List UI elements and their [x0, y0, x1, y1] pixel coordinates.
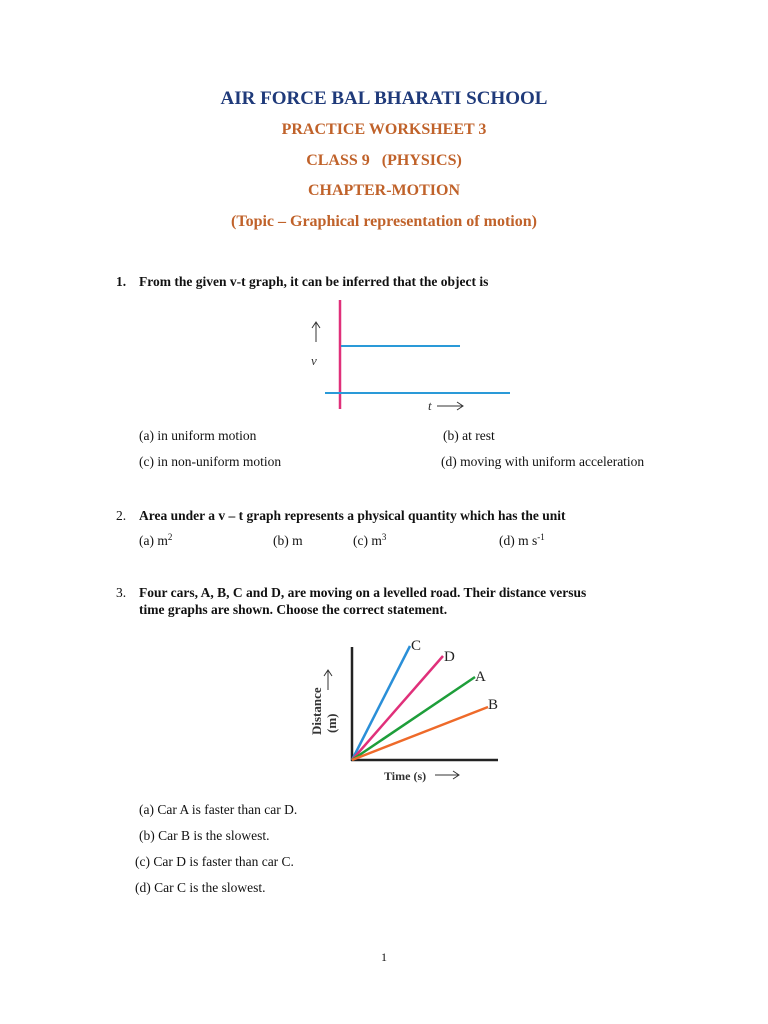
q2-option-a-sup: 2: [167, 532, 173, 542]
question-3-number: 3.: [116, 585, 127, 600]
page-number: 1: [381, 950, 387, 964]
q2-option-d: [499, 533, 545, 549]
class-subject: CLASS 9 (PHYSICS): [306, 152, 462, 169]
dt-graph-group: [309, 638, 498, 783]
question-2-text: Area under a v – t graph represents a physical quantity which has the unit: [139, 508, 566, 523]
worksheet-title: PRACTICE WORKSHEET 3: [281, 121, 487, 138]
q1-option-c: (c) in non-uniform motion: [139, 454, 282, 469]
question-2-number: 2.: [116, 508, 127, 523]
q3-option-a: (a) Car A is faster than car D.: [139, 802, 298, 817]
series-label-b: B: [488, 697, 499, 713]
series-label-d: D: [444, 649, 455, 665]
q2-option-c-sup: 3: [381, 532, 387, 542]
q1-option-a: (a) in uniform motion: [139, 428, 257, 443]
dt-y-label-1: Distance: [309, 687, 324, 735]
q3-option-b: (b) Car B is the slowest.: [139, 828, 270, 843]
q2-option-a: [139, 533, 172, 549]
q2-option-b-text: (b) m: [273, 533, 303, 548]
q2-option-a-text: (a) m: [139, 533, 168, 548]
q3-option-c: (c) Car D is faster than car C.: [135, 854, 294, 869]
question-3-text-line-2: time graphs are shown. Choose the correct statement.: [139, 602, 448, 617]
topic-title: (Topic – Graphical representation of motion): [231, 213, 537, 230]
q2-option-c: [353, 533, 386, 549]
question-1-text: From the given v-t graph, it can be inferred that the object is: [139, 274, 489, 289]
question-3-text-line-1: Four cars, A, B, C and D, are moving on a levelled road. Their distance versus: [139, 585, 587, 600]
series-label-c: C: [411, 638, 422, 654]
chapter-title: CHAPTER-MOTION: [308, 182, 460, 199]
question-1-number: 1.: [116, 274, 127, 289]
q1-option-d: (d) moving with uniform acceleration: [441, 454, 645, 469]
q2-option-d-text: (d) m s: [499, 533, 538, 548]
school-name: AIR FORCE BAL BHARATI SCHOOL: [220, 88, 548, 109]
dt-y-label-2: (m): [324, 713, 339, 733]
vt-graph-group: [311, 300, 510, 413]
series-label-a: A: [475, 669, 486, 685]
dt-x-label: Time (s): [384, 769, 427, 783]
q3-option-d: (d) Car C is the slowest.: [135, 880, 266, 895]
q2-option-c-text: (c) m: [353, 533, 382, 548]
q2-option-b: [273, 533, 303, 549]
v-axis-label: v: [311, 353, 317, 368]
q2-option-d-sup: -1: [537, 532, 545, 542]
t-axis-label: t: [428, 398, 432, 413]
q1-option-b: (b) at rest: [443, 428, 495, 443]
